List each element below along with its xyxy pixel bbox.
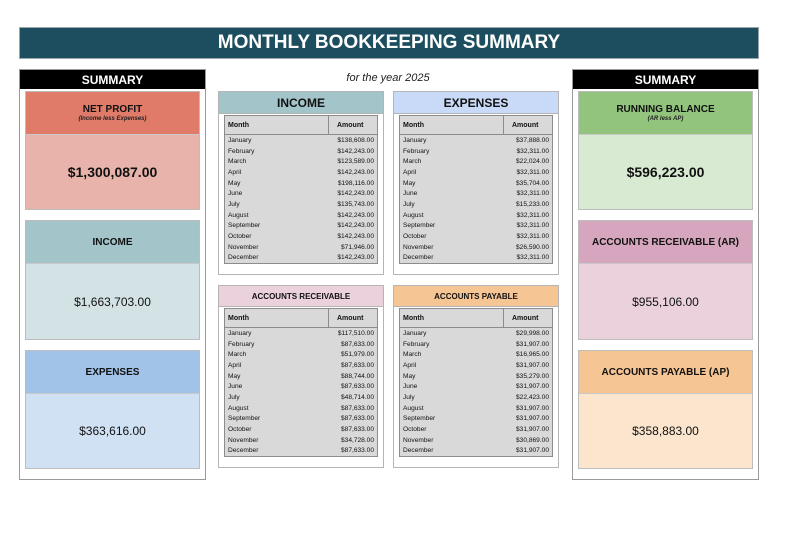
ar-table-header-row xyxy=(225,309,377,328)
table-row xyxy=(225,188,377,199)
table-row xyxy=(400,446,552,457)
amount-cell: $32,311.00 xyxy=(516,190,549,198)
month-cell: April xyxy=(228,168,242,176)
ap-value: $358,883.00 xyxy=(579,394,752,468)
amount-cell: $31,907.00 xyxy=(515,415,549,423)
expenses-table xyxy=(393,91,559,275)
table-row xyxy=(225,253,377,264)
table-row xyxy=(400,371,552,382)
amount-cell: $135,743.00 xyxy=(337,200,374,208)
table-row xyxy=(400,328,552,339)
amount-cell: $31,907.00 xyxy=(515,447,549,455)
amount-cell: $22,024.00 xyxy=(515,158,549,166)
table-row xyxy=(225,328,377,339)
table-row xyxy=(225,210,377,221)
amount-cell: $32,311.00 xyxy=(516,211,549,219)
ar-title: ACCOUNTS RECEIVABLE (AR) xyxy=(591,236,740,248)
table-row xyxy=(225,381,377,392)
table-row xyxy=(225,435,377,446)
income-card xyxy=(25,220,200,340)
month-cell: January xyxy=(228,329,252,337)
column-header-month: Month xyxy=(400,309,504,327)
month-cell: September xyxy=(403,222,436,230)
amount-cell: $26,590.00 xyxy=(515,243,549,251)
month-cell: June xyxy=(228,383,243,391)
table-row xyxy=(400,414,552,425)
column-header-amount: Amount xyxy=(337,314,364,322)
amount-cell: $32,311.00 xyxy=(516,222,549,230)
table-row xyxy=(225,199,377,210)
month-cell: September xyxy=(403,415,436,423)
amount-cell: $142,243.00 xyxy=(337,222,374,230)
amount-cell: $198,116.00 xyxy=(337,179,374,187)
amount-cell: $30,869.00 xyxy=(515,436,549,444)
ap-title: ACCOUNTS PAYABLE (AP) xyxy=(601,366,730,378)
expenses-table-header-row xyxy=(400,116,552,135)
table-row xyxy=(225,424,377,435)
income-table-header-row xyxy=(225,116,377,135)
table-row xyxy=(400,178,552,189)
table-row xyxy=(400,435,552,446)
net-profit-card xyxy=(25,91,200,210)
net-profit-header xyxy=(26,92,199,135)
amount-cell: $32,311.00 xyxy=(516,168,549,176)
table-row xyxy=(225,135,377,146)
table-row xyxy=(225,360,377,371)
amount-cell: $51,979.00 xyxy=(340,351,374,359)
column-header-month: Month xyxy=(225,309,329,327)
amount-cell: $22,423.00 xyxy=(515,393,549,401)
month-cell: September xyxy=(228,415,261,423)
table-row xyxy=(400,403,552,414)
table-row xyxy=(400,231,552,242)
amount-cell: $37,888.00 xyxy=(515,136,549,144)
expenses-title: EXPENSES xyxy=(85,366,140,378)
month-cell: October xyxy=(228,233,252,241)
amount-cell: $117,510.00 xyxy=(337,329,374,337)
page-title: MONTHLY BOOKKEEPING SUMMARY xyxy=(19,27,759,59)
month-cell: January xyxy=(403,329,427,337)
month-cell: June xyxy=(403,383,418,391)
month-cell: October xyxy=(403,426,427,434)
income-title: INCOME xyxy=(92,236,133,248)
income-table-grid xyxy=(224,115,378,264)
right-summary-header: SUMMARY xyxy=(573,70,758,89)
table-row xyxy=(400,392,552,403)
month-cell: March xyxy=(403,351,422,359)
amount-cell: $31,907.00 xyxy=(515,426,549,434)
expenses-table-title: EXPENSES xyxy=(394,92,558,114)
amount-cell: $88,744.00 xyxy=(340,372,374,380)
column-header-amount: Amount xyxy=(337,121,364,129)
table-row xyxy=(400,188,552,199)
amount-cell: $71,946.00 xyxy=(340,243,374,251)
amount-cell: $142,243.00 xyxy=(337,211,374,219)
amount-cell: $16,965.00 xyxy=(515,351,549,359)
income-header xyxy=(26,221,199,264)
table-row xyxy=(400,339,552,350)
amount-cell: $15,233.00 xyxy=(515,200,549,208)
accounts-payable-table xyxy=(393,285,559,468)
table-row xyxy=(225,242,377,253)
month-cell: March xyxy=(403,158,422,166)
left-summary-header: SUMMARY xyxy=(20,70,205,89)
month-cell: May xyxy=(228,372,241,380)
table-row xyxy=(400,360,552,371)
amount-cell: $35,279.00 xyxy=(515,372,549,380)
net-profit-subtitle: (Income less Expenses) xyxy=(78,116,147,122)
column-header-amount: Amount xyxy=(512,121,539,129)
amount-cell: $32,311.00 xyxy=(516,147,549,155)
table-row xyxy=(225,231,377,242)
ar-table-title: ACCOUNTS RECEIVABLE xyxy=(219,286,383,307)
expenses-header xyxy=(26,351,199,394)
table-row xyxy=(400,349,552,360)
table-row xyxy=(225,392,377,403)
amount-cell: $87,633.00 xyxy=(340,361,374,369)
running-balance-header xyxy=(579,92,752,135)
month-cell: June xyxy=(228,190,243,198)
month-cell: January xyxy=(403,136,427,144)
month-cell: August xyxy=(403,404,424,412)
month-cell: November xyxy=(403,243,434,251)
month-cell: April xyxy=(403,361,417,369)
accounts-receivable-table xyxy=(218,285,384,468)
amount-cell: $142,243.00 xyxy=(337,190,374,198)
month-cell: February xyxy=(228,147,255,155)
amount-cell: $138,608.00 xyxy=(337,136,374,144)
month-cell: May xyxy=(403,179,416,187)
amount-cell: $34,728.00 xyxy=(340,436,374,444)
table-row xyxy=(225,371,377,382)
running-balance-title: RUNNING BALANCE xyxy=(616,104,715,115)
amount-cell: $87,633.00 xyxy=(340,415,374,423)
ar-header xyxy=(579,221,752,264)
expenses-value: $363,616.00 xyxy=(26,394,199,468)
amount-cell: $142,243.00 xyxy=(337,254,374,262)
month-cell: February xyxy=(228,340,255,348)
table-row xyxy=(400,156,552,167)
table-row xyxy=(225,156,377,167)
month-cell: December xyxy=(228,447,259,455)
month-cell: July xyxy=(403,393,415,401)
ar-value: $955,106.00 xyxy=(579,264,752,339)
month-cell: August xyxy=(403,211,424,219)
amount-cell: $87,633.00 xyxy=(340,340,374,348)
table-row xyxy=(225,221,377,232)
year-subtitle: for the year 2025 xyxy=(346,72,430,84)
month-cell: July xyxy=(228,393,240,401)
table-row xyxy=(400,146,552,157)
amount-cell: $142,243.00 xyxy=(337,168,374,176)
month-cell: March xyxy=(228,351,247,359)
month-cell: August xyxy=(228,211,249,219)
month-cell: November xyxy=(228,243,259,251)
column-header-amount: Amount xyxy=(512,314,539,322)
month-cell: August xyxy=(228,404,249,412)
month-cell: November xyxy=(403,436,434,444)
net-profit-title: NET PROFIT xyxy=(82,104,143,115)
month-cell: February xyxy=(403,147,430,155)
running-balance-subtitle: (AR less AP) xyxy=(647,116,684,122)
amount-cell: $35,704.00 xyxy=(515,179,549,187)
table-row xyxy=(400,253,552,264)
month-cell: October xyxy=(228,426,252,434)
table-row xyxy=(225,167,377,178)
running-balance-value: $596,223.00 xyxy=(579,135,752,209)
table-row xyxy=(400,221,552,232)
amount-cell: $31,907.00 xyxy=(515,404,549,412)
amount-cell: $29,998.00 xyxy=(515,329,549,337)
income-value: $1,663,703.00 xyxy=(26,264,199,339)
month-cell: June xyxy=(403,190,418,198)
table-row xyxy=(225,446,377,457)
column-header-month: Month xyxy=(400,116,504,134)
running-balance-card xyxy=(578,91,753,210)
ap-table-header-row xyxy=(400,309,552,328)
amount-cell: $32,311.00 xyxy=(516,233,549,241)
amount-cell: $142,243.00 xyxy=(337,147,374,155)
table-row xyxy=(225,146,377,157)
month-cell: March xyxy=(228,158,247,166)
expenses-card xyxy=(25,350,200,469)
ar-table-grid xyxy=(224,308,378,457)
month-cell: December xyxy=(403,254,434,262)
table-row xyxy=(225,339,377,350)
month-cell: May xyxy=(228,179,241,187)
amount-cell: $87,633.00 xyxy=(340,404,374,412)
ap-card xyxy=(578,350,753,469)
month-cell: December xyxy=(228,254,259,262)
table-row xyxy=(400,199,552,210)
amount-cell: $142,243.00 xyxy=(337,233,374,241)
table-row xyxy=(400,167,552,178)
month-cell: September xyxy=(228,222,261,230)
ap-header xyxy=(579,351,752,394)
month-cell: February xyxy=(403,340,430,348)
amount-cell: $123,589.00 xyxy=(337,158,374,166)
ar-card xyxy=(578,220,753,340)
table-row xyxy=(225,414,377,425)
amount-cell: $31,907.00 xyxy=(515,340,549,348)
expenses-table-grid xyxy=(399,115,553,264)
table-row xyxy=(400,242,552,253)
table-row xyxy=(400,424,552,435)
month-cell: January xyxy=(228,136,252,144)
amount-cell: $31,907.00 xyxy=(515,361,549,369)
table-row xyxy=(400,210,552,221)
table-row xyxy=(400,135,552,146)
month-cell: April xyxy=(228,361,242,369)
month-cell: April xyxy=(403,168,417,176)
ap-table-title: ACCOUNTS PAYABLE xyxy=(394,286,558,307)
income-table-title: INCOME xyxy=(219,92,383,114)
amount-cell: $87,633.00 xyxy=(340,426,374,434)
column-header-month: Month xyxy=(225,116,329,134)
amount-cell: $87,633.00 xyxy=(340,383,374,391)
net-profit-value: $1,300,087.00 xyxy=(26,135,199,209)
ap-table-grid xyxy=(399,308,553,457)
table-row xyxy=(225,403,377,414)
amount-cell: $31,907.00 xyxy=(515,383,549,391)
income-table xyxy=(218,91,384,275)
table-row xyxy=(225,178,377,189)
amount-cell: $87,633.00 xyxy=(340,447,374,455)
month-cell: May xyxy=(403,372,416,380)
month-cell: October xyxy=(403,233,427,241)
month-cell: November xyxy=(228,436,259,444)
table-row xyxy=(225,349,377,360)
amount-cell: $48,714.00 xyxy=(340,393,374,401)
amount-cell: $32,311.00 xyxy=(516,254,549,262)
month-cell: December xyxy=(403,447,434,455)
month-cell: July xyxy=(403,200,415,208)
month-cell: July xyxy=(228,200,240,208)
table-row xyxy=(400,381,552,392)
